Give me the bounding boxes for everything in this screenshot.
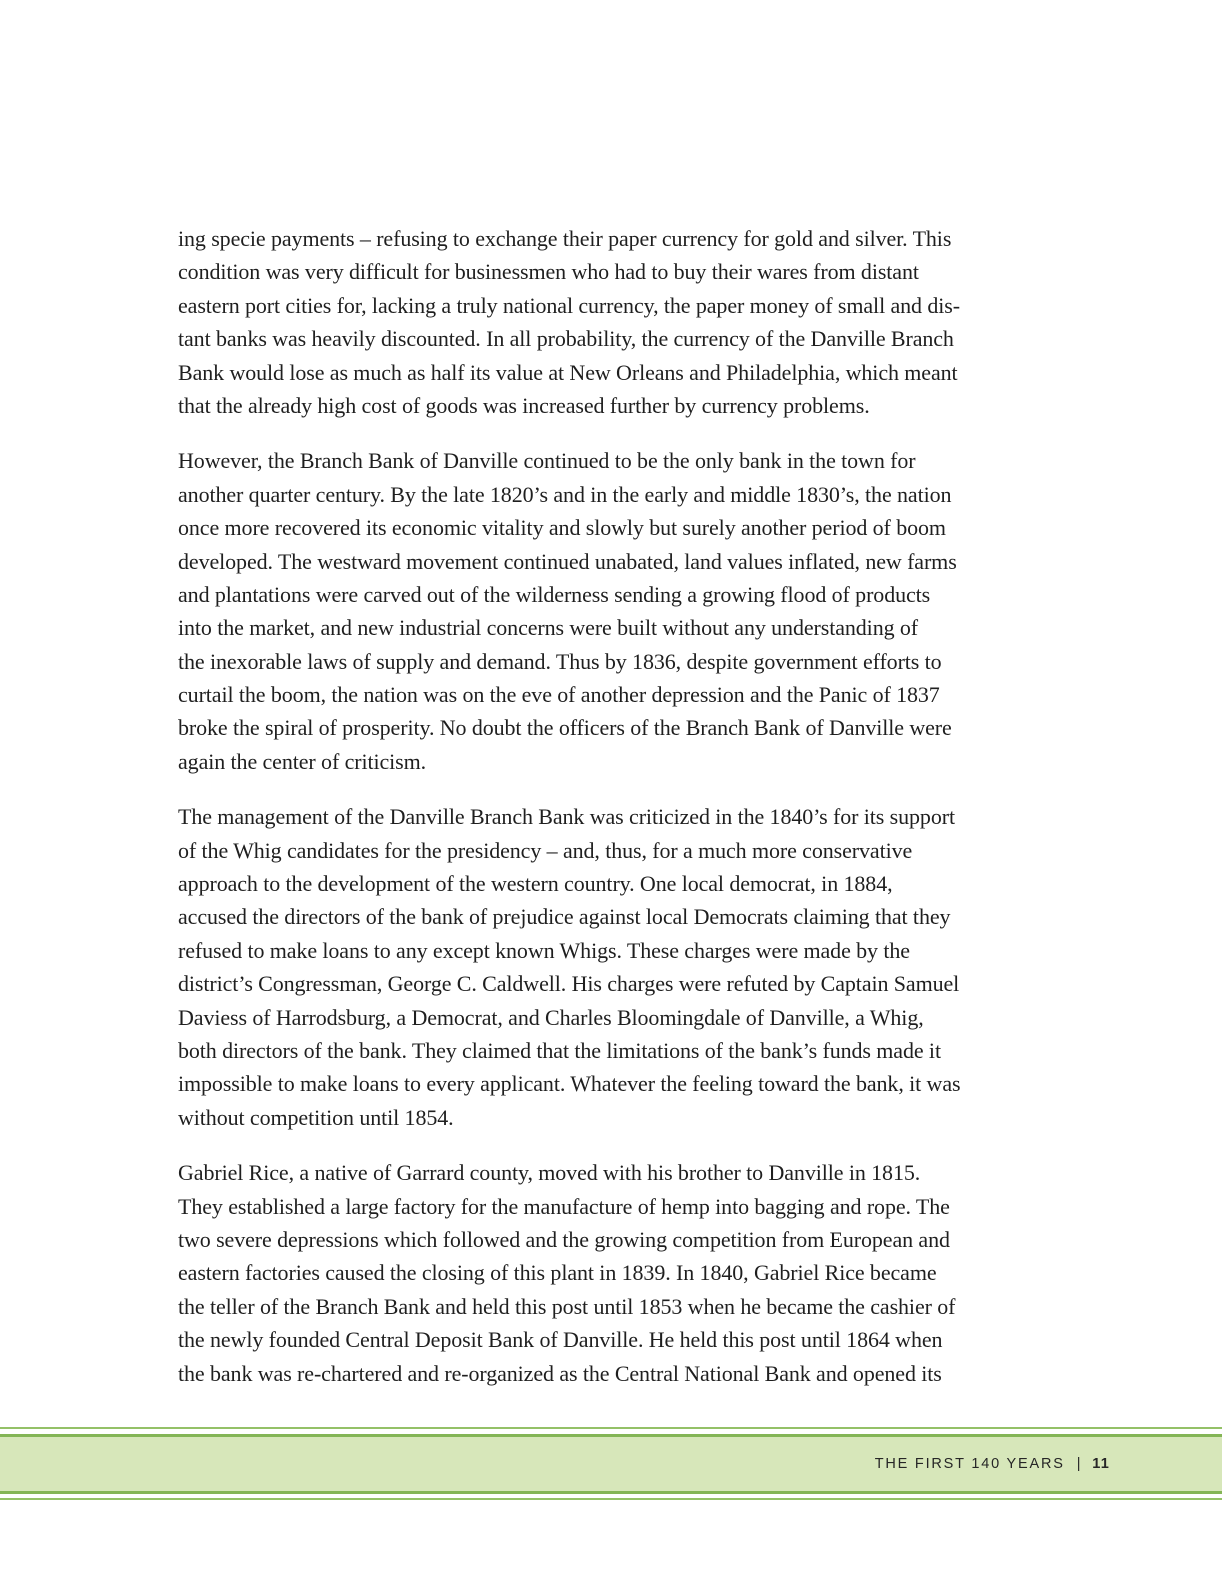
footer-page-number: 11 [1092, 1456, 1110, 1472]
text-line: both directors of the bank. They claimed that the limitations of the bank’s funds made it [178, 1037, 941, 1063]
text-line: once more recovered its economic vitality and slowly but surely another period of boom [178, 515, 946, 541]
text-line: Bank would lose as much as half its value at New Orleans and Philadelphia, which meant [178, 359, 958, 385]
text-line: The management of the Danville Branch Bank was criticized in the 1840’s for its support [178, 804, 955, 830]
text-line: approach to the development of the western country. One local democrat, in 1884, [178, 871, 893, 897]
paragraph-4 [178, 1156, 1098, 1390]
text-line: curtail the boom, the nation was on the eve of another depression and the Panic of 1837 [178, 682, 940, 708]
text-line: eastern factories caused the closing of this plant in 1839. In 1840, Gabriel Rice became [178, 1260, 937, 1286]
text-line: eastern port cities for, lacking a truly national currency, the paper money of small and dis- [178, 292, 960, 318]
text-line: impossible to make loans to every applicant. Whatever the feeling toward the bank, it was [178, 1071, 961, 1097]
text-line: tant banks was heavily discounted. In all probability, the currency of the Danville Branch [178, 326, 954, 352]
footer-band [0, 1434, 1222, 1494]
footer-book-title: THE FIRST 140 YEARS [874, 1456, 1065, 1472]
text-line: broke the spiral of prosperity. No doubt the officers of the Branch Bank of Danville were [178, 715, 952, 741]
article-text-block [178, 222, 1098, 1412]
footer-bottom-hairline [0, 1498, 1222, 1500]
paragraph-2 [178, 444, 1098, 778]
text-line: condition was very difficult for businessmen who had to buy their wares from distant [178, 259, 919, 285]
text-line: another quarter century. By the late 1820’s and in the early and middle 1830’s, the nation [178, 481, 952, 507]
text-line: accused the directors of the bank of prejudice against local Democrats claiming that they [178, 904, 951, 930]
text-line: of the Whig candidates for the presidency – and, thus, for a much more conservative [178, 837, 913, 863]
text-line: the inexorable laws of supply and demand. Thus by 1836, despite government efforts to [178, 648, 942, 674]
footer-top-hairline [0, 1427, 1222, 1429]
text-line: district’s Congressman, George C. Caldwell. His charges were refuted by Captain Samuel [178, 971, 960, 997]
text-line: However, the Branch Bank of Danville continued to be the only bank in the town for [178, 448, 916, 474]
text-line: Daviess of Harrodsburg, a Democrat, and Charles Bloomingdale of Danville, a Whig, [178, 1004, 924, 1030]
text-line: They established a large factory for the manufacture of hemp into bagging and rope. The [178, 1193, 950, 1219]
footer-separator: | [1076, 1456, 1083, 1472]
text-line: developed. The westward movement continued unabated, land values inflated, new farms [178, 548, 957, 574]
text-line: ing specie payments – refusing to exchange their paper currency for gold and silver. This [178, 226, 952, 251]
text-line: two severe depressions which followed and the growing competition from European and [178, 1226, 950, 1252]
text-line: that the already high cost of goods was increased further by currency problems. [178, 392, 870, 418]
text-line: Gabriel Rice, a native of Garrard county, moved with his brother to Danville in 1815. [178, 1160, 921, 1186]
text-line: the teller of the Branch Bank and held this post until 1853 when he became the cashier of [178, 1293, 956, 1319]
text-line: into the market, and new industrial concerns were built without any understanding of [178, 615, 919, 641]
text-line: refused to make loans to any except known Whigs. These charges were made by the [178, 937, 910, 963]
paragraph-1 [178, 222, 1098, 422]
paragraph-3 [178, 800, 1098, 1134]
text-line: again the center of criticism. [178, 748, 427, 774]
text-line: without competition until 1854. [178, 1104, 454, 1130]
footer-text [875, 1456, 1110, 1472]
text-line: the bank was re-chartered and re-organized as the Central National Bank and opened its [178, 1360, 942, 1386]
text-line: and plantations were carved out of the wilderness sending a growing flood of products [178, 581, 931, 607]
text-line: the newly founded Central Deposit Bank of Danville. He held this post until 1864 when [178, 1327, 943, 1353]
